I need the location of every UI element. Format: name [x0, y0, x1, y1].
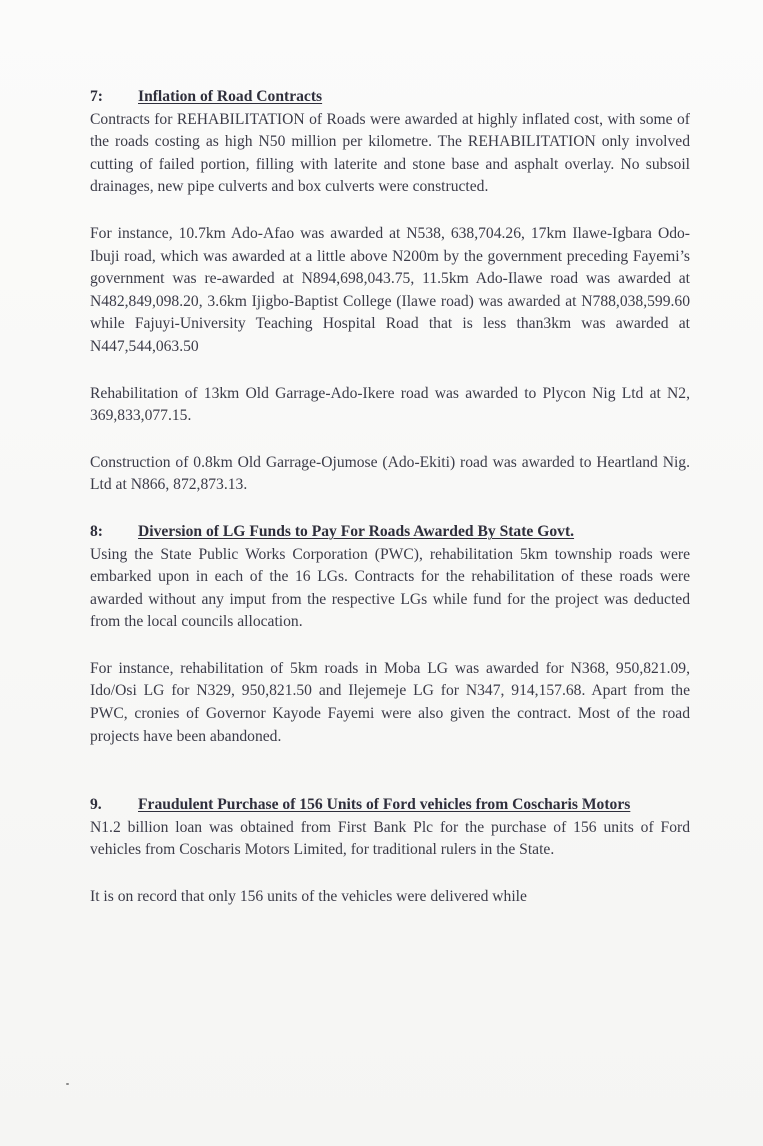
- document-body: [90, 86, 690, 909]
- section-7: [90, 86, 690, 497]
- section-7-number: 7:: [90, 88, 103, 105]
- section-8-title: Diversion of LG Funds to Pay For Roads Awarded By State Govt.: [138, 522, 575, 540]
- section-8-number: 8:: [90, 522, 103, 540]
- section-7-paragraph-3: Rehabilitation of 13km Old Garrage-Ado-Ikere road was awarded to Plycon Nig Ltd at N2, 369,833,077.15.: [90, 384, 690, 425]
- section-9-number: 9.: [90, 796, 102, 814]
- section-8-heading: [90, 521, 690, 544]
- section-8-paragraph-1: Using the State Public Works Corporation (PWC), rehabilitation 5km township roads were embarked upon in each of the 16 LGs. Contracts for the rehabilitation of these roads were awarded without any imput from the respective LGs while fund for the project was deducted from the local councils allocation.: [90, 545, 690, 631]
- section-8: [90, 521, 690, 748]
- section-9-paragraph-2: It is on record that only 156 units of the vehicles were delivered while: [90, 888, 527, 906]
- scan-speck: [66, 1083, 69, 1085]
- section-9-title: Fraudulent Purchase of 156 Units of Ford vehicles from Coscharis Motors: [138, 796, 631, 814]
- section-9: [90, 794, 690, 908]
- section-7-heading: [90, 86, 690, 109]
- section-8-paragraph-2: For instance, rehabilitation of 5km roads in Moba LG was awarded for N368, 950,821.09, Ido/Osi LG for N329, 950,821.50 and Ilejemeje LG for N347, 914,157.68. Apart from the PWC, cronies of Governor Kayode Fayemi were also given the contract. Most of the road projects have been abandoned.: [90, 659, 690, 745]
- section-7-title: Inflation of Road Contracts: [138, 88, 323, 105]
- section-9-paragraph-1: N1.2 billion loan was obtained from First Bank Plc for the purchase of 156 units of Ford vehicles from Coscharis Motors Limited, for traditional rulers in the State.: [90, 818, 690, 859]
- section-7-paragraph-1: Contracts for REHABILITATION of Roads were awarded at highly inflated cost, with some of the roads costing as high N50 million per kilometre. The REHABILITATION only involved cutting of failed portion, filling with laterite and stone base and asphalt overlay. No subsoil drainages, new pipe culverts and box culverts were constructed.: [90, 110, 690, 196]
- section-9-heading: [90, 794, 690, 817]
- section-7-paragraph-4: Construction of 0.8km Old Garrage-Ojumose (Ado-Ekiti) road was awarded to Heartland Nig. Ltd at N866, 872,873.13.: [90, 453, 690, 494]
- section-7-paragraph-2: For instance, 10.7km Ado-Afao was awarded at N538, 638,704.26, 17km Ilawe-Igbara Odo-Ibuji road, which was awarded at a little above N200m by the government preceding Fayemi’s government was re-awarded at N894,698,043.75, 11.5km Ado-Ilawe road was awarded at N482,849,098.20, 3.6km Ijigbo-Baptist College (Ilawe road) was awarded at N788,038,599.60 while Fajuyi-University Teaching Hospital Road that is less than3km was awarded at N447,544,063.50: [90, 224, 690, 355]
